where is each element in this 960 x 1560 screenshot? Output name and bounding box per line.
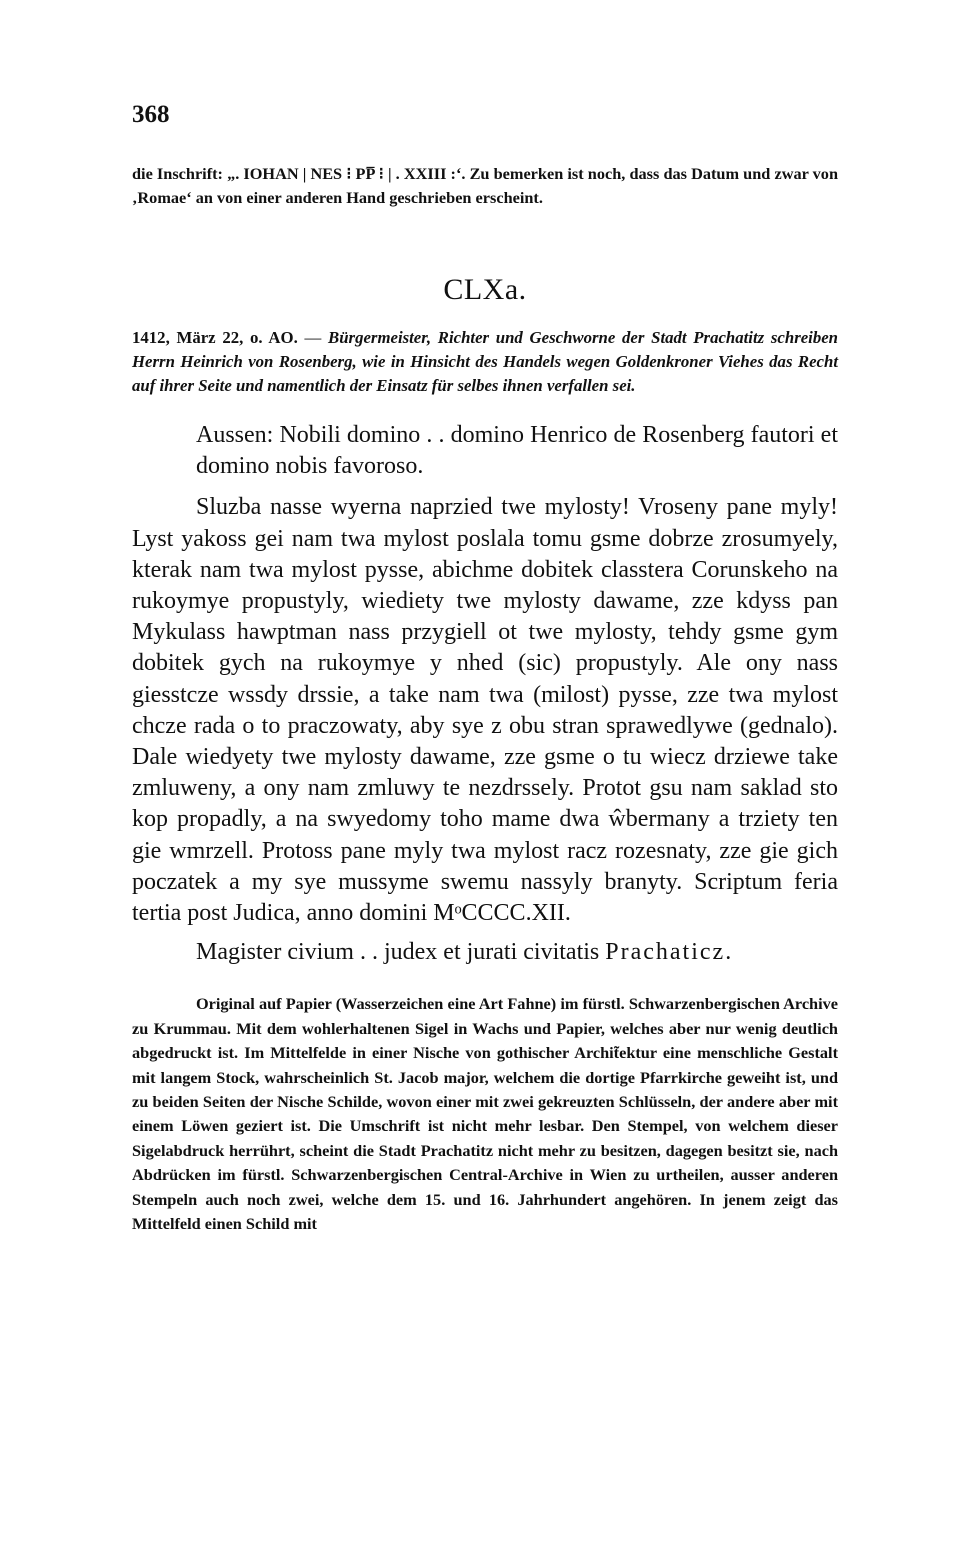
signature-place: Prachaticz. <box>605 939 734 966</box>
regest <box>132 326 838 398</box>
regest-date: 1412, März 22, o. AO. <box>132 328 298 347</box>
signature <box>132 937 838 968</box>
regest-dash: — <box>297 328 329 347</box>
address <box>132 420 838 482</box>
document-page <box>132 100 838 1237</box>
address-text: Nobili domino . . domino Henrico de Rosenberg fautori et domino nobis favoroso. <box>196 422 838 480</box>
address-label: Aussen: <box>196 422 274 448</box>
archival-note: Original auf Papier (Wasserzeichen eine Art Fahne) im fürstl. Schwarzenbergischen Archive zu Krummau. Mit dem wohlerhaltenen Sigel in Wachs und Papier, welches aber nur wenig deutlich abgedruckt ist. Im Mittelfelde in einer Nische von gothischer Archit̃ektur eine menschliche Gestalt mit langem Stock, wahrscheinlich St. Jacob major, welchem die dortige Pfarrkirche geweiht ist, und zu beiden Seiten der Nische Schilde, wovon einer mit zwei gekreuzten Schlüsseln, der andere aber mit einem Löwen geziert ist. Die Umschrift ist nicht mehr lesbar. Den Stempel, von welchem dieser Sigelabdruck herrührt, scheint die Stadt Prachatitz nicht mehr zu besitzen, dagegen besitzt sie, nach Abdrücken im fürstl. Schwarzenbergischen Central-Archive in Wien zu urtheilen, ausser anderen Stempeln auch noch zwei, welche dem 15. und 16. Jahrhundert angehören. In jenem zeigt das Mittelfeld einen Schild mit <box>132 994 838 1234</box>
section-title: CLXa. <box>443 273 527 306</box>
signature-text: Magister civium . . judex et jurati civitatis <box>196 939 606 966</box>
page-number: 368 <box>132 101 170 128</box>
inscription-note: die Inschrift: „. IOHAN | NES ⁝ PP̅ ⁝ | . XXIII :‘. Zu bemerken ist noch, dass das Datum und zwar von ‚Romae‘ an von einer anderen Hand geschrieben erscheint. <box>132 164 838 207</box>
regest-summary: Bürgermeister, Richter und Geschworne der Stadt Prachatitz schreiben Herrn Heinrich von Rosenberg, wie in Hinsicht des Handels wegen Goldenkroner Viehes das Recht auf ihrer Seite und namentlich der Einsatz für selbes ihnen verfallen sei. <box>132 328 839 395</box>
letter-body: Sluzba nasse wyerna naprzied twe mylosty! Vroseny pane myly! Lyst yakoss gei nam twa mylost poslala tomu gsme dobrze zrosumyely, kterak nam twa mylost pysse, abichme dobitek classtera Corunskeho na rukoymye propustyly, wiediety twe mylosty dawame, zze kdyss pan Mykulass hawptman nass przygiell ot twe mylosty, tehdy gsme gym dobitek gych na rukoymye y nhed (sic) propustyly. Ale ony nass giesstcze wssdy drssie, a take nam twa (milost) pysse, zze twa mylost chcze rada o to praczowaty, aby sye z obu stran sprawedlywe (gednalo). Dale wiedyety twe mylosty dawame, zze gsme o tu wiecz drziewe take zmluweny, a ony nam zmluwy te nezdrssely. Protot gsu nam saklad sto kop propadly, a na swyedomy toho mame dwa ŵbermany a trziety ten gie wmrzell. Protoss pane myly twa mylost racz rozesnaty, zze gie gich poczatek a my sye mussyme swemu nassyly branyty. Scriptum feria tertia post Judica, anno domini MᵒCCCC.XII. <box>132 494 838 927</box>
